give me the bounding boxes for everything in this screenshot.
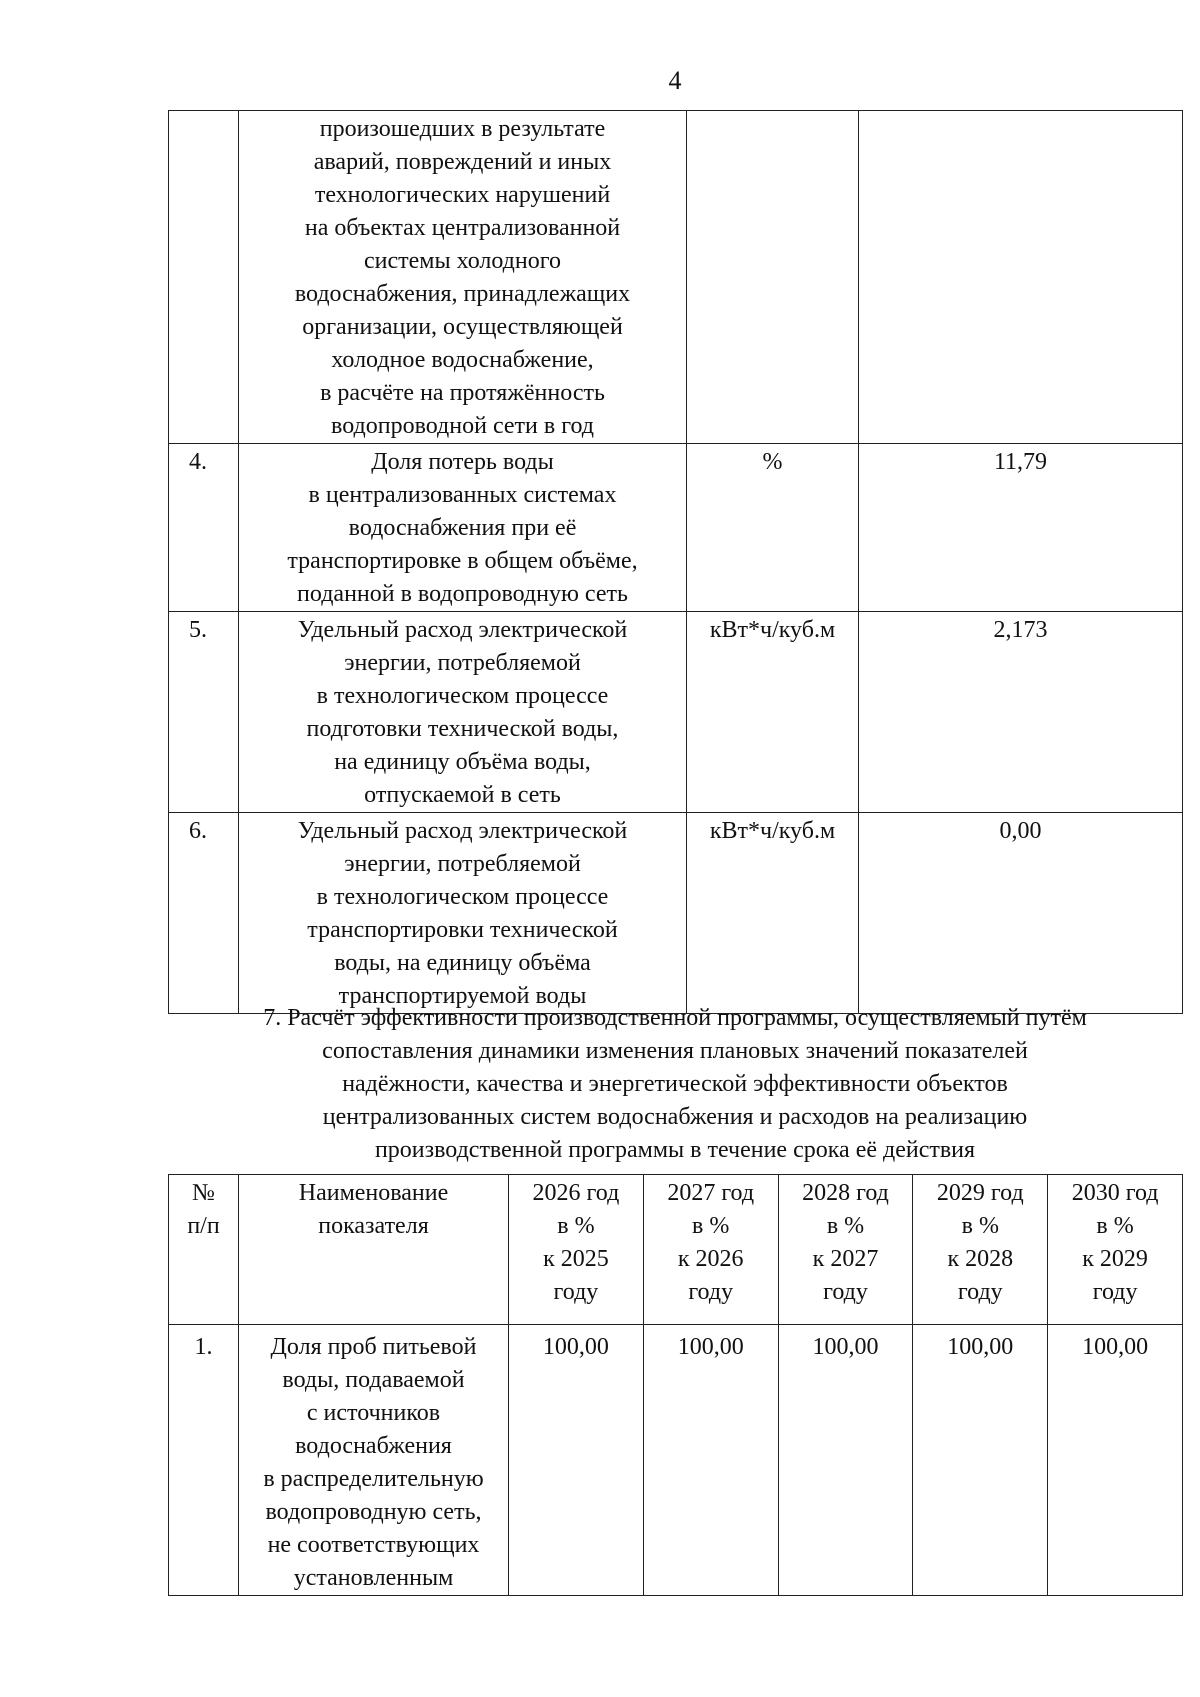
header-year-cell — [1048, 1175, 1183, 1325]
value-cell: 100,00 — [643, 1325, 778, 1596]
name-line: водопроводную сеть, — [265, 1499, 482, 1525]
header-line: в % — [692, 1213, 730, 1239]
name-line: водоснабжения — [295, 1433, 452, 1459]
name-line: энергии, потребляемой — [344, 650, 581, 676]
header-line: № — [192, 1180, 215, 1206]
unit-cell: кВт*ч/куб.м — [687, 612, 859, 813]
header-line: 2030 год — [1071, 1180, 1159, 1206]
value-cell: 100,00 — [778, 1325, 913, 1596]
table-row — [169, 612, 1183, 813]
name-cell — [239, 612, 687, 813]
table-header-row — [169, 1175, 1183, 1325]
efficiency-table — [168, 1174, 1183, 1596]
heading-line: централизованных систем водоснабжения и расходов на реализацию — [322, 1104, 1028, 1130]
header-line: 2027 год — [667, 1180, 755, 1206]
header-line: 2029 год — [936, 1180, 1024, 1206]
num-cell: 4. — [169, 444, 239, 612]
indicators-table — [168, 110, 1183, 1014]
value-cell: 100,00 — [913, 1325, 1048, 1596]
heading-line: производственной программы в течение срока её действия — [374, 1137, 976, 1163]
name-line: в распределительную — [263, 1466, 484, 1492]
name-cell — [239, 813, 687, 1014]
name-line: не соответствующих — [267, 1532, 480, 1558]
header-line: году — [688, 1279, 734, 1305]
header-line: к 2028 — [947, 1246, 1014, 1272]
name-line: на единицу объёма воды, — [334, 749, 591, 775]
name-line: произошедших в результате — [319, 116, 606, 142]
header-year-cell — [643, 1175, 778, 1325]
name-line: установленным — [293, 1565, 454, 1591]
header-line: к 2025 — [543, 1246, 609, 1272]
name-cell — [239, 444, 687, 612]
name-line: в расчёте на протяжённость — [320, 380, 605, 406]
unit-cell: % — [687, 444, 859, 612]
header-line: в % — [826, 1213, 865, 1239]
name-cell — [239, 1325, 509, 1596]
heading-line: надёжности, качества и энергетической эффективности объектов — [342, 1071, 1008, 1097]
unit-cell — [687, 111, 859, 444]
header-line: п/п — [187, 1213, 220, 1239]
table-row — [169, 1325, 1183, 1596]
header-line: к 2026 — [677, 1246, 744, 1272]
header-line: году — [823, 1279, 868, 1305]
name-line: энергии, потребляемой — [344, 851, 581, 877]
header-num-cell — [169, 1175, 239, 1325]
name-line: в технологическом процессе — [316, 884, 609, 910]
name-line: Доля проб питьевой — [270, 1334, 477, 1360]
value-cell: 100,00 — [1048, 1325, 1183, 1596]
header-line: в % — [1096, 1213, 1134, 1239]
name-line: в технологическом процессе — [316, 683, 609, 709]
num-cell — [169, 111, 239, 444]
name-line: Удельный расход электрической — [297, 617, 628, 643]
header-line: 2026 год — [532, 1180, 620, 1206]
header-year-cell — [509, 1175, 644, 1325]
name-line: воды, подаваемой — [282, 1367, 465, 1393]
header-line: году — [553, 1279, 599, 1305]
name-line: водопроводной сети в год — [331, 413, 594, 439]
name-line: организации, осуществляющей — [302, 314, 623, 340]
name-line: транспортировке в общем объёме, — [287, 548, 638, 574]
header-year-cell — [913, 1175, 1048, 1325]
value-cell: 0,00 — [859, 813, 1183, 1014]
name-line: в централизованных системах — [308, 482, 617, 508]
heading-line: сопоставления динамики изменения плановых значений показателей — [322, 1038, 1028, 1064]
name-line: на объектах централизованной — [304, 215, 621, 241]
name-line: холодное водоснабжение, — [331, 347, 594, 373]
header-line: году — [957, 1279, 1003, 1305]
name-line: Доля потерь воды — [371, 449, 554, 475]
value-cell: 11,79 — [859, 444, 1183, 612]
num-cell: 1. — [169, 1325, 239, 1596]
unit-cell: кВт*ч/куб.м — [687, 813, 859, 1014]
name-line: водоснабжения, принадлежащих — [294, 281, 631, 307]
header-line: в % — [961, 1213, 999, 1239]
name-line: отпускаемой в сеть — [364, 782, 561, 808]
name-line: с источников — [306, 1400, 441, 1426]
header-line: показателя — [318, 1213, 429, 1239]
name-line: транспортировки технической — [307, 917, 618, 943]
page-number: 4 — [668, 66, 682, 95]
header-line: к 2027 — [812, 1246, 879, 1272]
name-line: технологических нарушений — [314, 182, 611, 208]
header-line: Наименование — [298, 1180, 449, 1206]
table-row — [169, 444, 1183, 612]
header-line: 2028 год — [802, 1180, 889, 1206]
name-line: воды, на единицу объёма — [334, 950, 591, 976]
name-line: Удельный расход электрической — [297, 818, 628, 844]
table-row — [169, 813, 1183, 1014]
heading-line: 7. Расчёт эффективности производственной программы, осуществляемый путём — [263, 1005, 1087, 1031]
name-line: подготовки технической воды, — [306, 716, 619, 742]
value-cell: 100,00 — [509, 1325, 644, 1596]
name-line: системы холодного — [364, 248, 561, 274]
value-cell — [859, 111, 1183, 444]
name-line: поданной в водопроводную сеть — [297, 581, 628, 607]
value-cell: 2,173 — [859, 612, 1183, 813]
name-line: аварий, повреждений и иных — [313, 149, 612, 175]
section-heading — [160, 1002, 1190, 1167]
header-name-cell — [239, 1175, 509, 1325]
name-line: водоснабжения при её — [348, 515, 577, 541]
name-cell — [239, 111, 687, 444]
header-line: году — [1092, 1279, 1138, 1305]
header-line: к 2029 — [1082, 1246, 1148, 1272]
num-cell: 6. — [169, 813, 239, 1014]
name-line: транспортируемой воды — [338, 983, 587, 1009]
num-cell: 5. — [169, 612, 239, 813]
table-row-continuation — [169, 111, 1183, 444]
header-year-cell — [778, 1175, 913, 1325]
header-line: в % — [557, 1213, 595, 1239]
